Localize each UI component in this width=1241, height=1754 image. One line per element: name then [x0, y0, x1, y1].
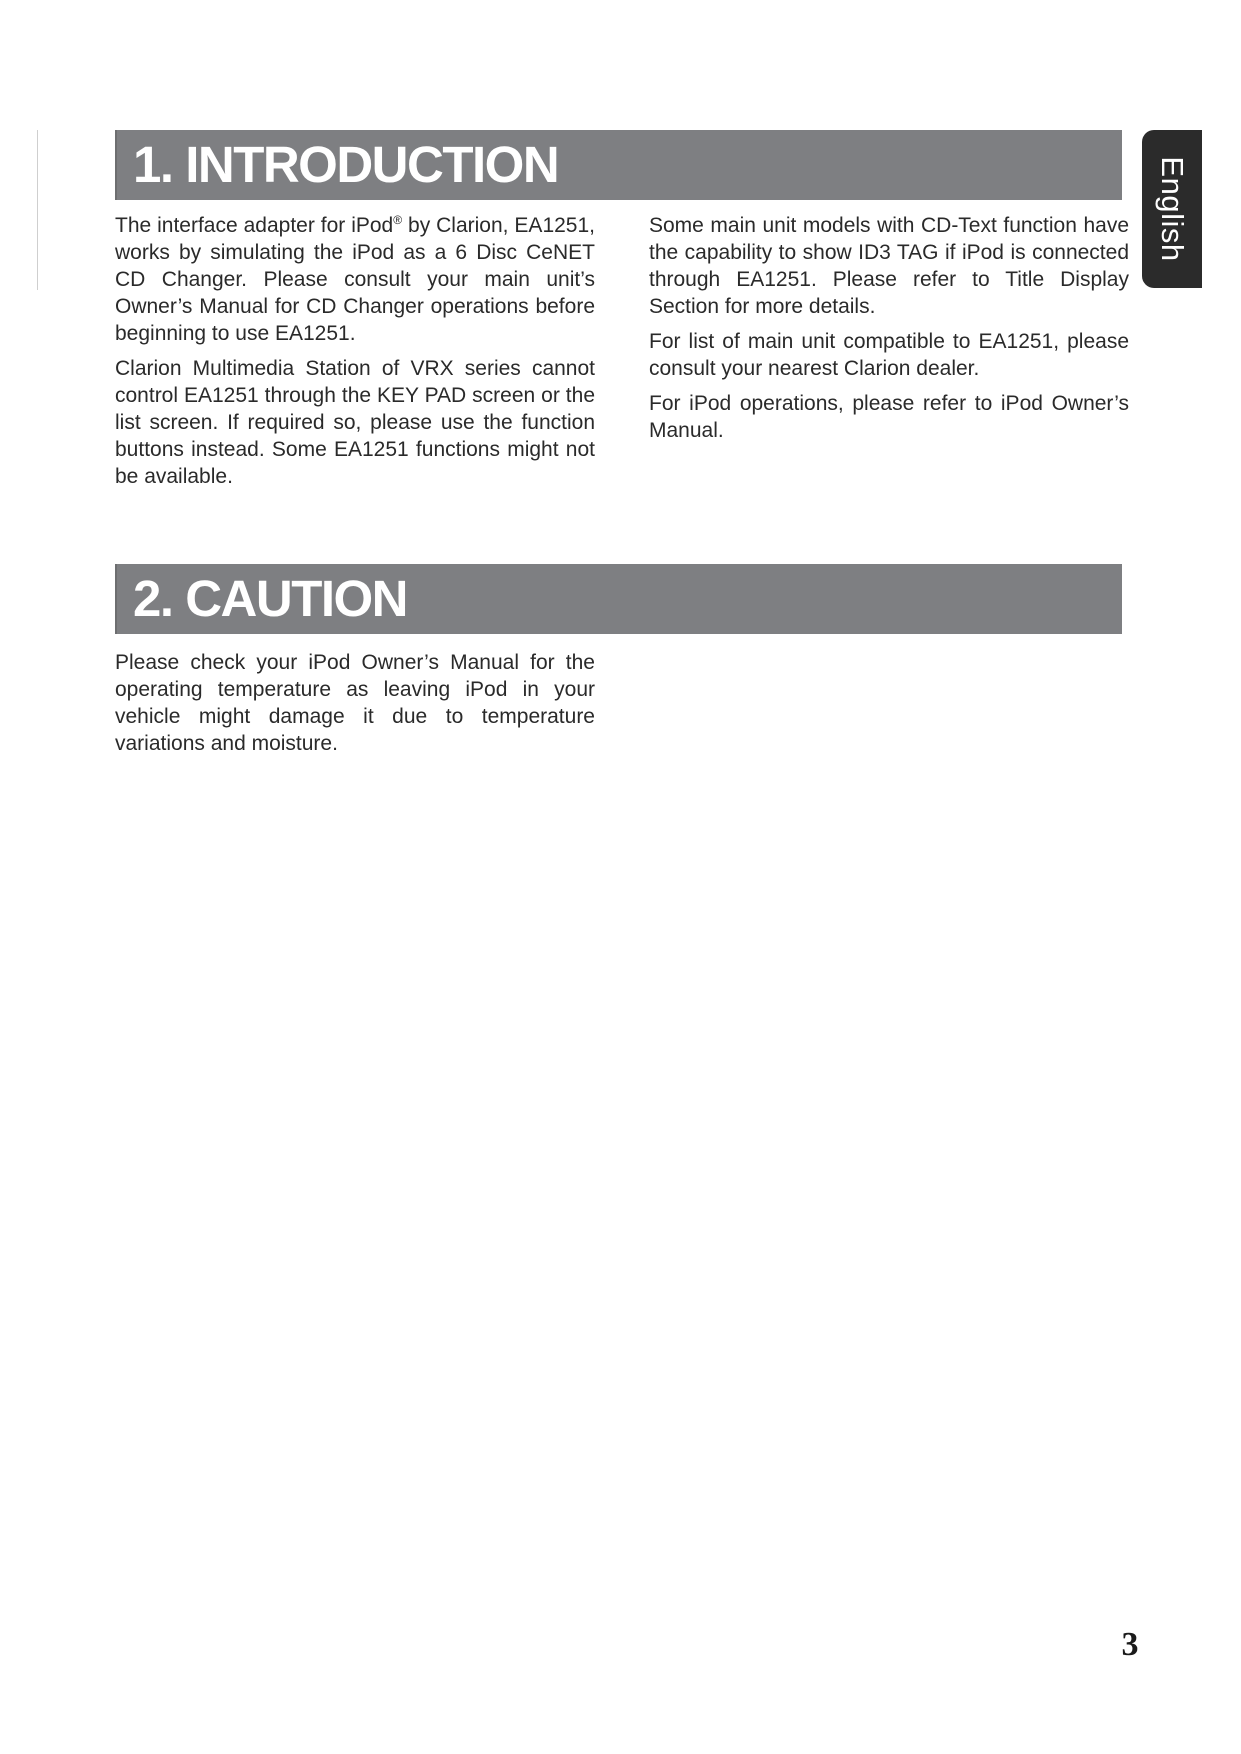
caution-paragraph: Please check your iPod Owner’s Manual for the operating temperature as leaving iPod in your vehicle might damage it due to temperature variations and moisture. [115, 651, 595, 755]
intro-p1-text-a: The interface adapter for iPod [115, 214, 394, 237]
intro-paragraph-3: Some main unit models with CD-Text function have the capability to show ID3 TAG if iPod is connected through EA1251. Please refer to Title Display Section for more details. [649, 214, 1129, 318]
intro-paragraph-5: For iPod operations, please refer to iPod Owner’s Manual. [649, 392, 1129, 442]
page-number: 3 [1121, 1626, 1139, 1663]
crop-mark-line [37, 130, 38, 290]
introduction-left-column [115, 212, 595, 498]
intro-paragraph-1 [115, 212, 595, 347]
caution-column [115, 649, 595, 765]
introduction-header [115, 130, 1122, 200]
language-tab [1142, 130, 1202, 288]
introduction-right-column [649, 212, 1129, 452]
caution-title: 2. CAUTION [133, 570, 408, 627]
caution-header [115, 564, 1122, 634]
intro-paragraph-2: Clarion Multimedia Station of VRX series cannot control EA1251 through the KEY PAD screen or the list screen. If required so, please use the function buttons instead. Some EA1251 functions might not be available. [115, 357, 595, 488]
registered-mark: ® [393, 213, 403, 227]
introduction-title: 1. INTRODUCTION [133, 136, 559, 193]
intro-p1-text-b: by Clarion, EA1251, works by simulating the iPod as a 6 Disc CeNET CD Changer. Please consult your main unit’s Owner’s Manual for CD Changer operations before beginning to use EA1251. [115, 214, 595, 345]
language-tab-label: English [1155, 156, 1190, 262]
intro-paragraph-4: For list of main unit compatible to EA1251, please consult your nearest Clarion dealer. [649, 330, 1129, 380]
